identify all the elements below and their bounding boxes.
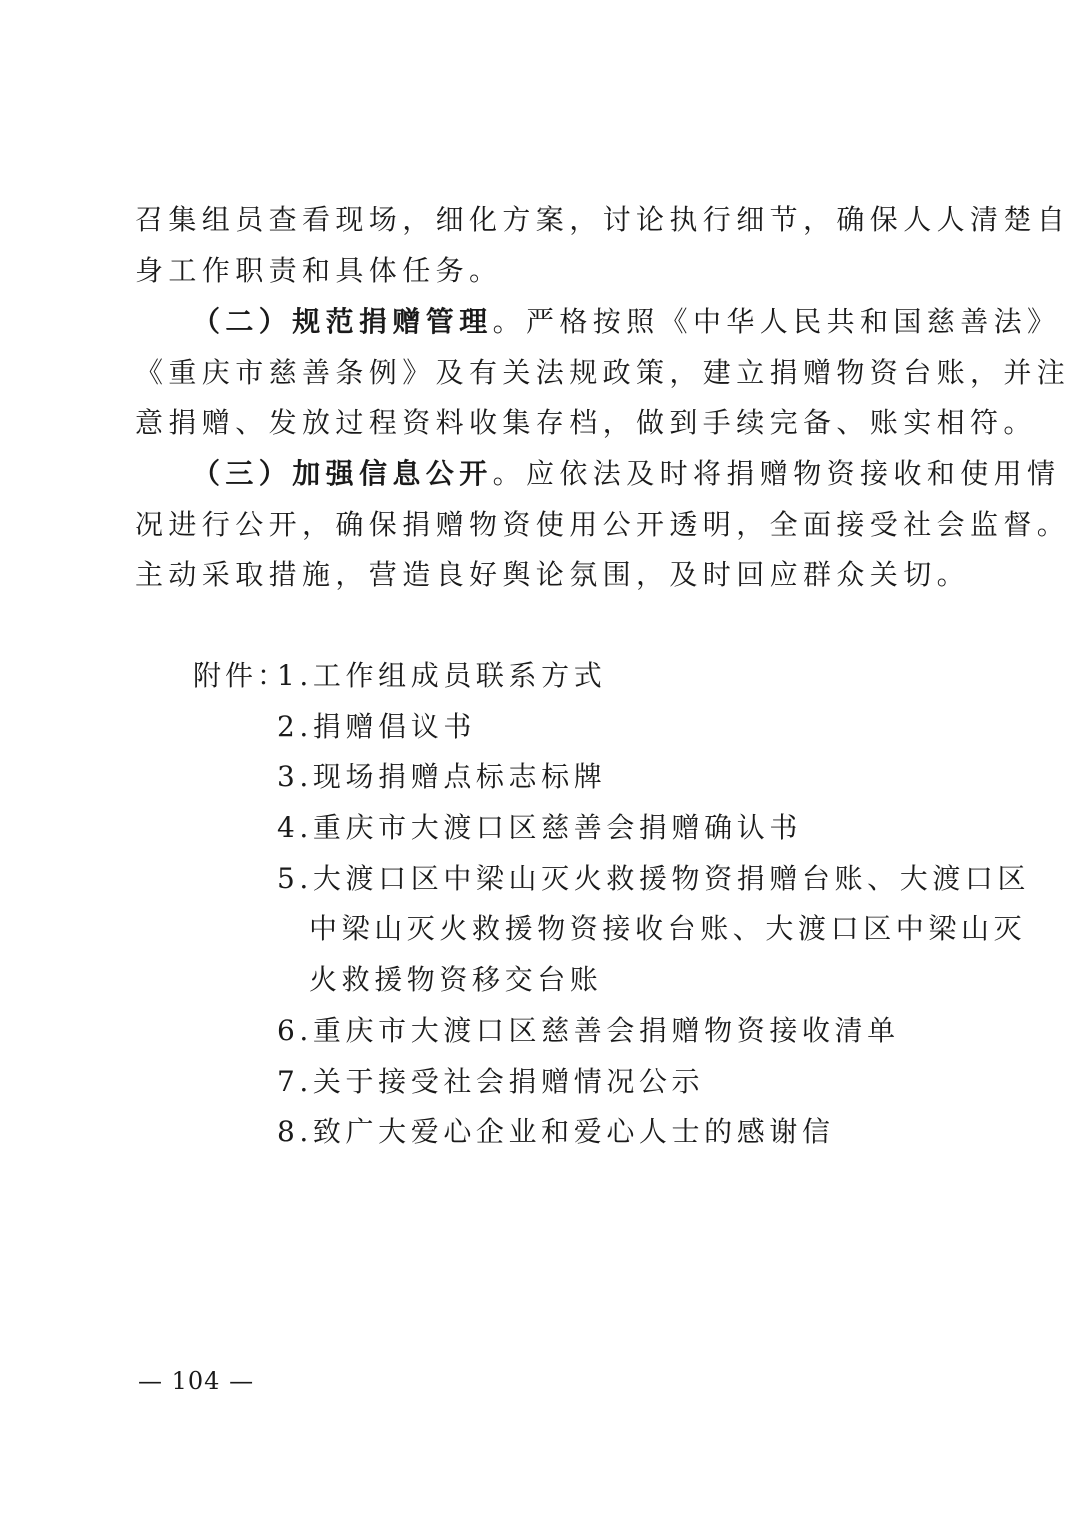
paragraph-3-heading: （三）加强信息公开 <box>192 457 493 490</box>
paragraph-2-line-1 <box>192 304 1061 340</box>
attachment-item: 4.重庆市大渡口区慈善会捐赠确认书 <box>277 811 802 844</box>
attachment-item: 1.工作组成员联系方式 <box>277 659 607 692</box>
attachment-item-continuation: 火救援物资移交台账 <box>309 963 603 996</box>
paragraph-2-line-3: 意捐赠、发放过程资料收集存档，做到手续完备、账实相符。 <box>135 406 1037 439</box>
attachment-item-continuation: 中梁山灭火救援物资接收台账、大渡口区中梁山灭 <box>309 912 1027 945</box>
paragraph-1-line-2: 身工作职责和具体任务。 <box>135 254 503 287</box>
paragraph-2-line-2: 《重庆市慈善条例》及有关法规政策，建立捐赠物资台账，并注 <box>135 356 1071 389</box>
paragraph-3-line-1-text: 。应依法及时将捐赠物资接收和使用情 <box>492 457 1061 490</box>
attachment-item: 2.捐赠倡议书 <box>277 710 476 743</box>
paragraph-3-line-2: 况进行公开，确保捐赠物资使用公开透明，全面接受社会监督。 <box>135 508 1071 541</box>
paragraph-2-heading: （二）规范捐赠管理 <box>192 305 493 338</box>
attachment-item: 7.关于接受社会捐赠情况公示 <box>277 1065 705 1098</box>
attachments-label: 附件： <box>193 659 290 692</box>
page-number: — 104 — <box>138 1367 255 1395</box>
attachment-item: 3.现场捐赠点标志标牌 <box>277 760 607 793</box>
paragraph-3-line-1 <box>192 456 1061 492</box>
attachment-item: 6.重庆市大渡口区慈善会捐赠物资接收清单 <box>277 1014 900 1047</box>
paragraph-3-line-3: 主动采取措施，营造良好舆论氛围，及时回应群众关切。 <box>135 558 971 591</box>
attachment-item: 8.致广大爱心企业和爱心人士的感谢信 <box>277 1115 835 1148</box>
paragraph-1-line-1: 召集组员查看现场，细化方案，讨论执行细节，确保人人清楚自 <box>135 203 1071 236</box>
paragraph-2-line-1-text: 。严格按照《中华人民共和国慈善法》 <box>492 305 1061 338</box>
attachment-item: 5.大渡口区中梁山灭火救援物资捐赠台账、大渡口区 <box>277 862 1031 895</box>
